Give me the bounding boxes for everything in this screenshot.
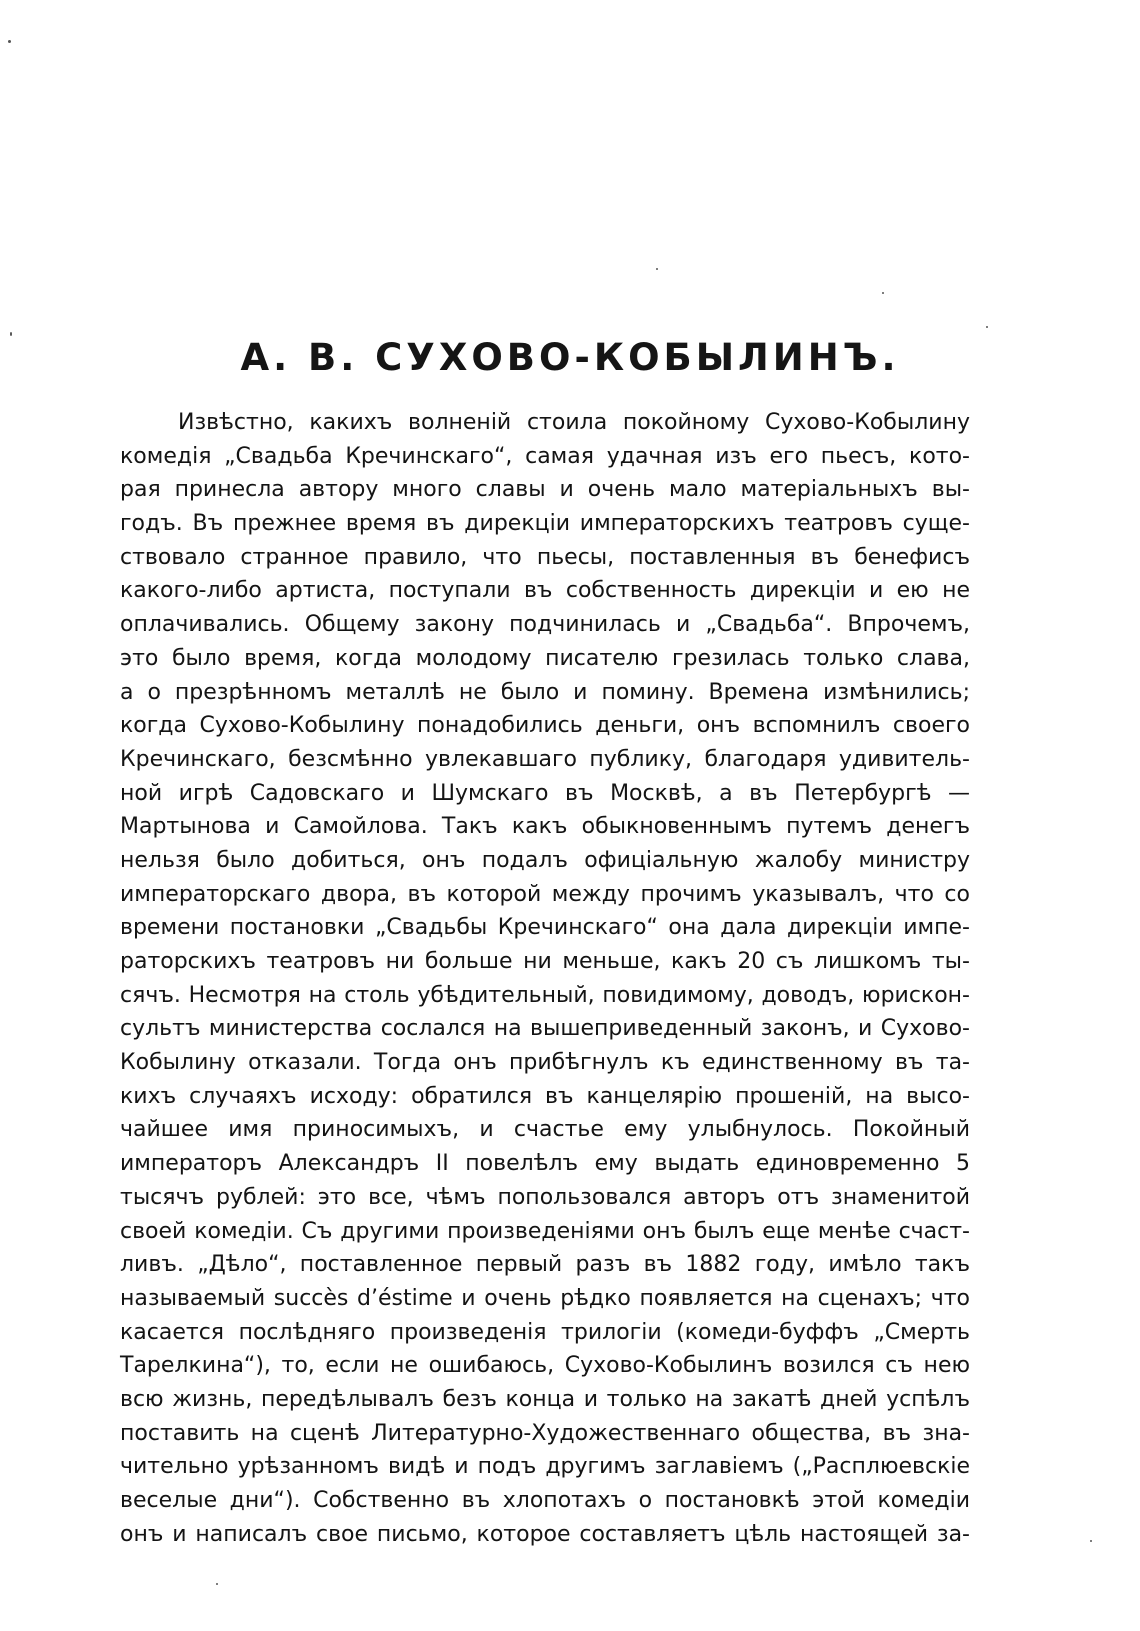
text-line: Мартынова и Самойлова. Такъ какъ обыкновеннымъ путемъ денегъ (120, 814, 970, 840)
text-line: Кречинскаго, безсмѣнно увлекавшаго публику, благодаря удивитель- (120, 746, 970, 772)
text-line: императоръ Александръ II повелѣлъ ему выдать единовременно 5 (120, 1151, 970, 1177)
text-line: своей комедіи. Съ другими произведеніями онъ былъ еще менѣе счаст- (120, 1218, 970, 1244)
text-line: поставить на сценѣ Литературно-Художественнаго общества, въ зна- (120, 1420, 970, 1446)
text-line: Тарелкина“), то, если не ошибаюсь, Сухово-Кобылинъ возился съ нею (120, 1353, 970, 1379)
scan-speck (882, 292, 884, 294)
text-line: времени постановки „Свадьбы Кречинскаго“ она дала дирекціи импе- (120, 915, 970, 941)
text-line: какого-либо артиста, поступали въ собственность дирекціи и ею не (120, 578, 970, 604)
text-line: касается послѣдняго произведенія трилогіи (комеди-буффъ „Смерть (120, 1319, 970, 1345)
text-line: онъ и написалъ свое письмо, которое составляетъ цѣль настоящей за- (120, 1521, 970, 1547)
text-line: чительно урѣзанномъ видѣ и подъ другимъ заглавіемъ („Расплюевскіе (120, 1454, 970, 1480)
text-line: рая принесла автору много славы и очень мало матеріальныхъ вы- (120, 477, 970, 503)
text-line: сультъ министерства сослался на вышеприведенный законъ, и Сухово- (120, 1016, 970, 1042)
text-line: нельзя было добиться, онъ подалъ офиціальную жалобу министру (120, 847, 970, 873)
text-line: раторскихъ театровъ ни больше ни меньше, какъ 20 съ лишкомъ ты- (120, 949, 970, 974)
scan-speck (10, 332, 12, 336)
text-line: ной игрѣ Садовскаго и Шумскаго въ Москвѣ, а въ Петербургѣ — (120, 780, 970, 806)
text-line: кихъ случаяхъ исходу: обратился въ канцелярію прошеній, на высо- (120, 1083, 970, 1109)
text-line: оплачивались. Общему закону подчинилась и „Свадьба“. Впрочемъ, (120, 612, 970, 638)
article-title: А. В. СУХОВО-КОБЫЛИНЪ. (240, 336, 900, 379)
scan-speck (1090, 1540, 1092, 1542)
article-body (120, 406, 970, 1551)
text-line: это было время, когда молодому писателю грезилась только слава, (120, 645, 970, 671)
text-line: сячъ. Несмотря на столь убѣдительный, повидимому, доводъ, юрискон- (120, 982, 970, 1008)
text-line: Кобылину отказали. Тогда онъ прибѣгнулъ къ единственному въ та- (120, 1050, 970, 1076)
text-line: комедія „Свадьба Кречинскаго“, самая удачная изъ его пьесъ, кото- (120, 443, 970, 469)
text-line: Извѣстно, какихъ волненій стоила покойному Сухово-Кобылину (178, 410, 970, 435)
text-line: тысячъ рублей: это все, чѣмъ попользовался авторъ отъ знаменитой (120, 1184, 970, 1210)
scan-speck (986, 326, 988, 328)
text-line: ствовало странное правило, что пьесы, поставленныя въ бенефисъ (120, 544, 970, 570)
text-line: когда Сухово-Кобылину понадобились деньги, онъ вспомнилъ своего (120, 713, 970, 739)
text-line: ливъ. „Дѣло“, поставленное первый разъ въ 1882 году, имѣло такъ (120, 1252, 970, 1278)
text-line: а о презрѣнномъ металлѣ не было и помину. Времена измѣнились; (120, 679, 970, 705)
text-line: веселые дни“). Собственно въ хлопотахъ о постановкѣ этой комедіи (120, 1488, 970, 1513)
scan-speck (8, 40, 11, 43)
text-line: императорскаго двора, въ которой между прочимъ указывалъ, что со (120, 881, 970, 907)
scan-speck (656, 268, 658, 270)
text-line: годъ. Въ прежнее время въ дирекціи императорскихъ театровъ суще- (120, 511, 970, 537)
text-line: всю жизнь, передѣлывалъ безъ конца и только на закатѣ дней успѣлъ (120, 1386, 970, 1412)
scan-speck (216, 1583, 218, 1585)
text-line: чайшее имя приносимыхъ, и счастье ему улыбнулось. Покойный (120, 1117, 970, 1143)
text-line: называемый succès d’éstime и очень рѣдко появляется на сценахъ; что (120, 1285, 970, 1311)
